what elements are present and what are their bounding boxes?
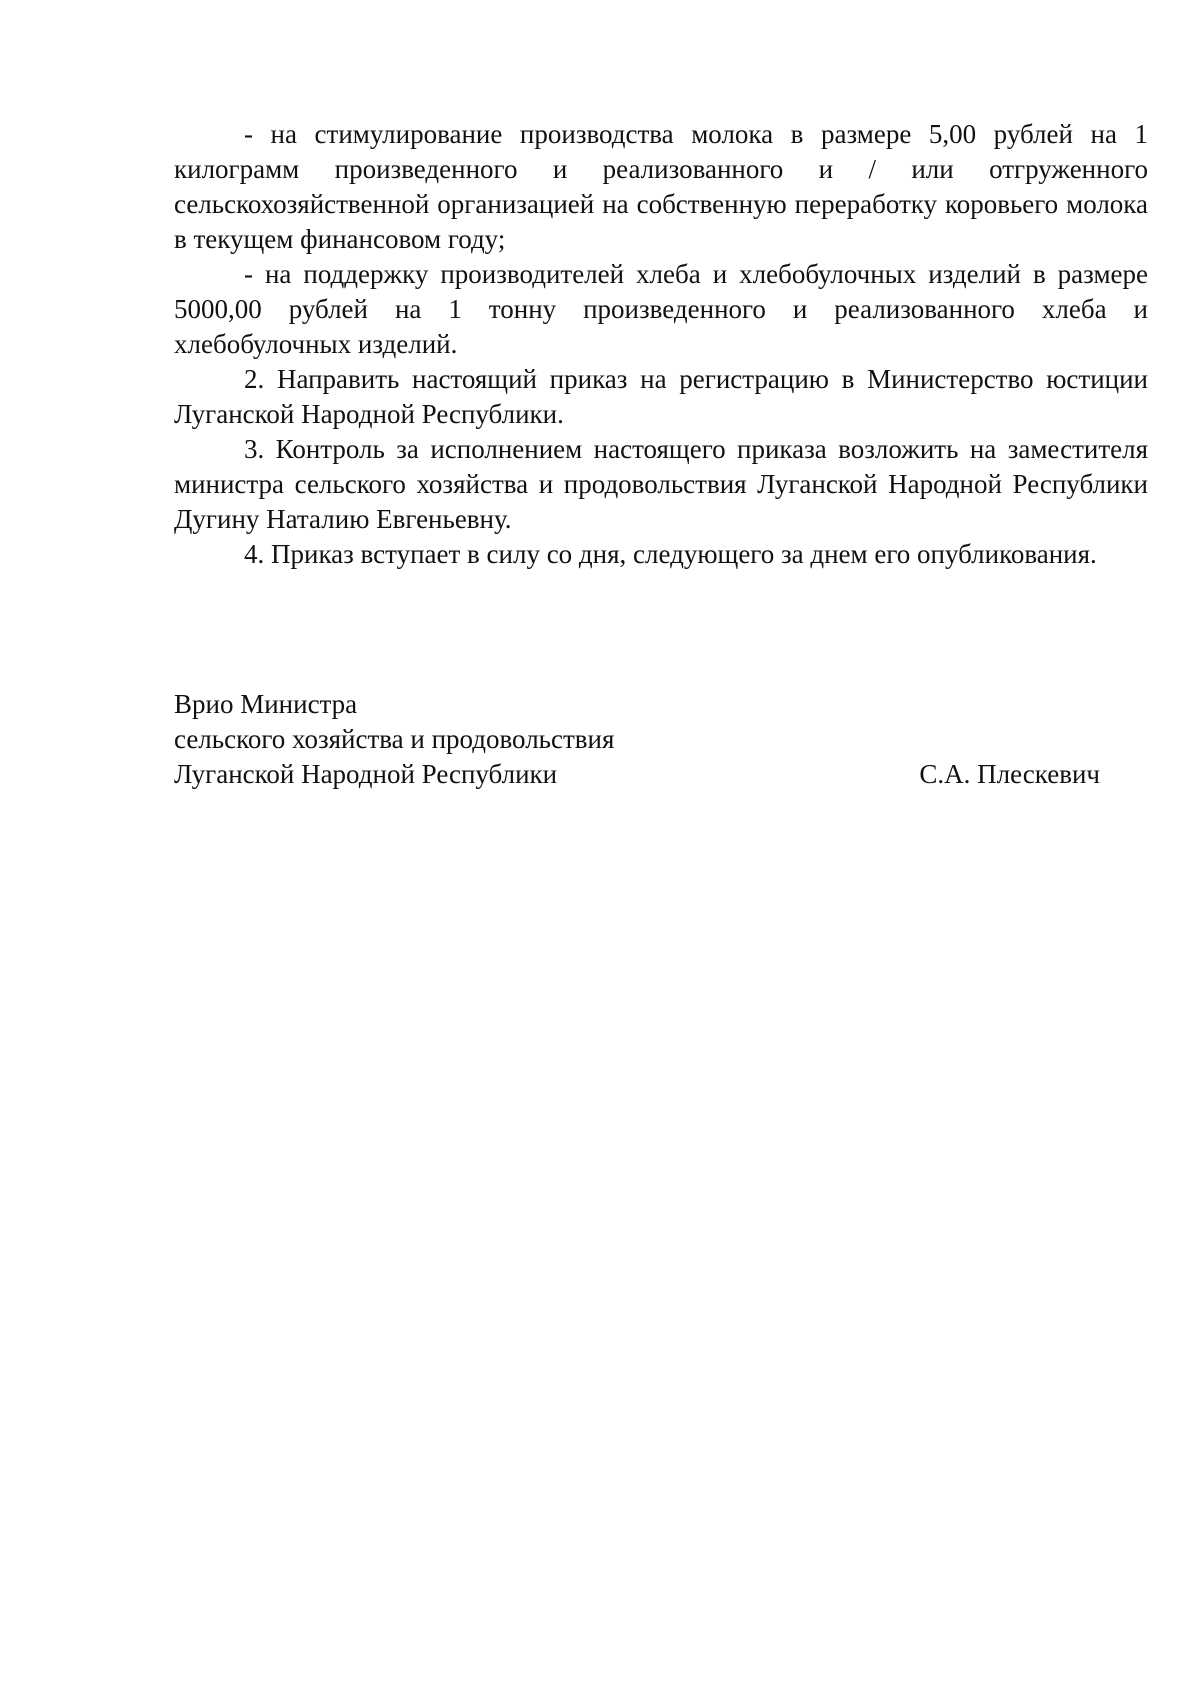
paragraph-bread-subsidy: - на поддержку производителей хлеба и хлебобулочных изделий в размере 5000,00 рублей на 1 тонну произведенного и реализованного хлеба и хлебобулочных изделий. xyxy=(174,259,1148,359)
signature-title-line-1: Врио Министра xyxy=(174,689,358,719)
signature-title-line-2: сельского хозяйства и продовольствия xyxy=(174,724,615,754)
paragraph-effective-date: 4. Приказ вступает в силу со дня, следующего за днем его опубликования. xyxy=(244,539,1097,569)
signature-block xyxy=(174,687,1148,792)
paragraph-control: 3. Контроль за исполнением настоящего приказа возложить на заместителя министра сельского хозяйства и продовольствия Луганской Народной Республики Дугину Наталию Евгеньевну. xyxy=(174,434,1148,534)
document-body xyxy=(174,117,1148,572)
signatory-name: С.А. Плескевич xyxy=(919,759,1100,789)
signature-last-row xyxy=(174,757,1100,792)
paragraph-milk-subsidy: - на стимулирование производства молока в размере 5,00 рублей на 1 килограмм произведенного и реализованного и / или отгруженного сельскохозяйственной организацией на собственную переработку коровьего молока в текущем финансовом году; xyxy=(174,119,1148,254)
signature-title-line-3: Луганской Народной Республики xyxy=(174,759,558,789)
paragraph-registration: 2. Направить настоящий приказ на регистрацию в Министерство юстиции Луганской Народной Республики. xyxy=(174,364,1148,429)
